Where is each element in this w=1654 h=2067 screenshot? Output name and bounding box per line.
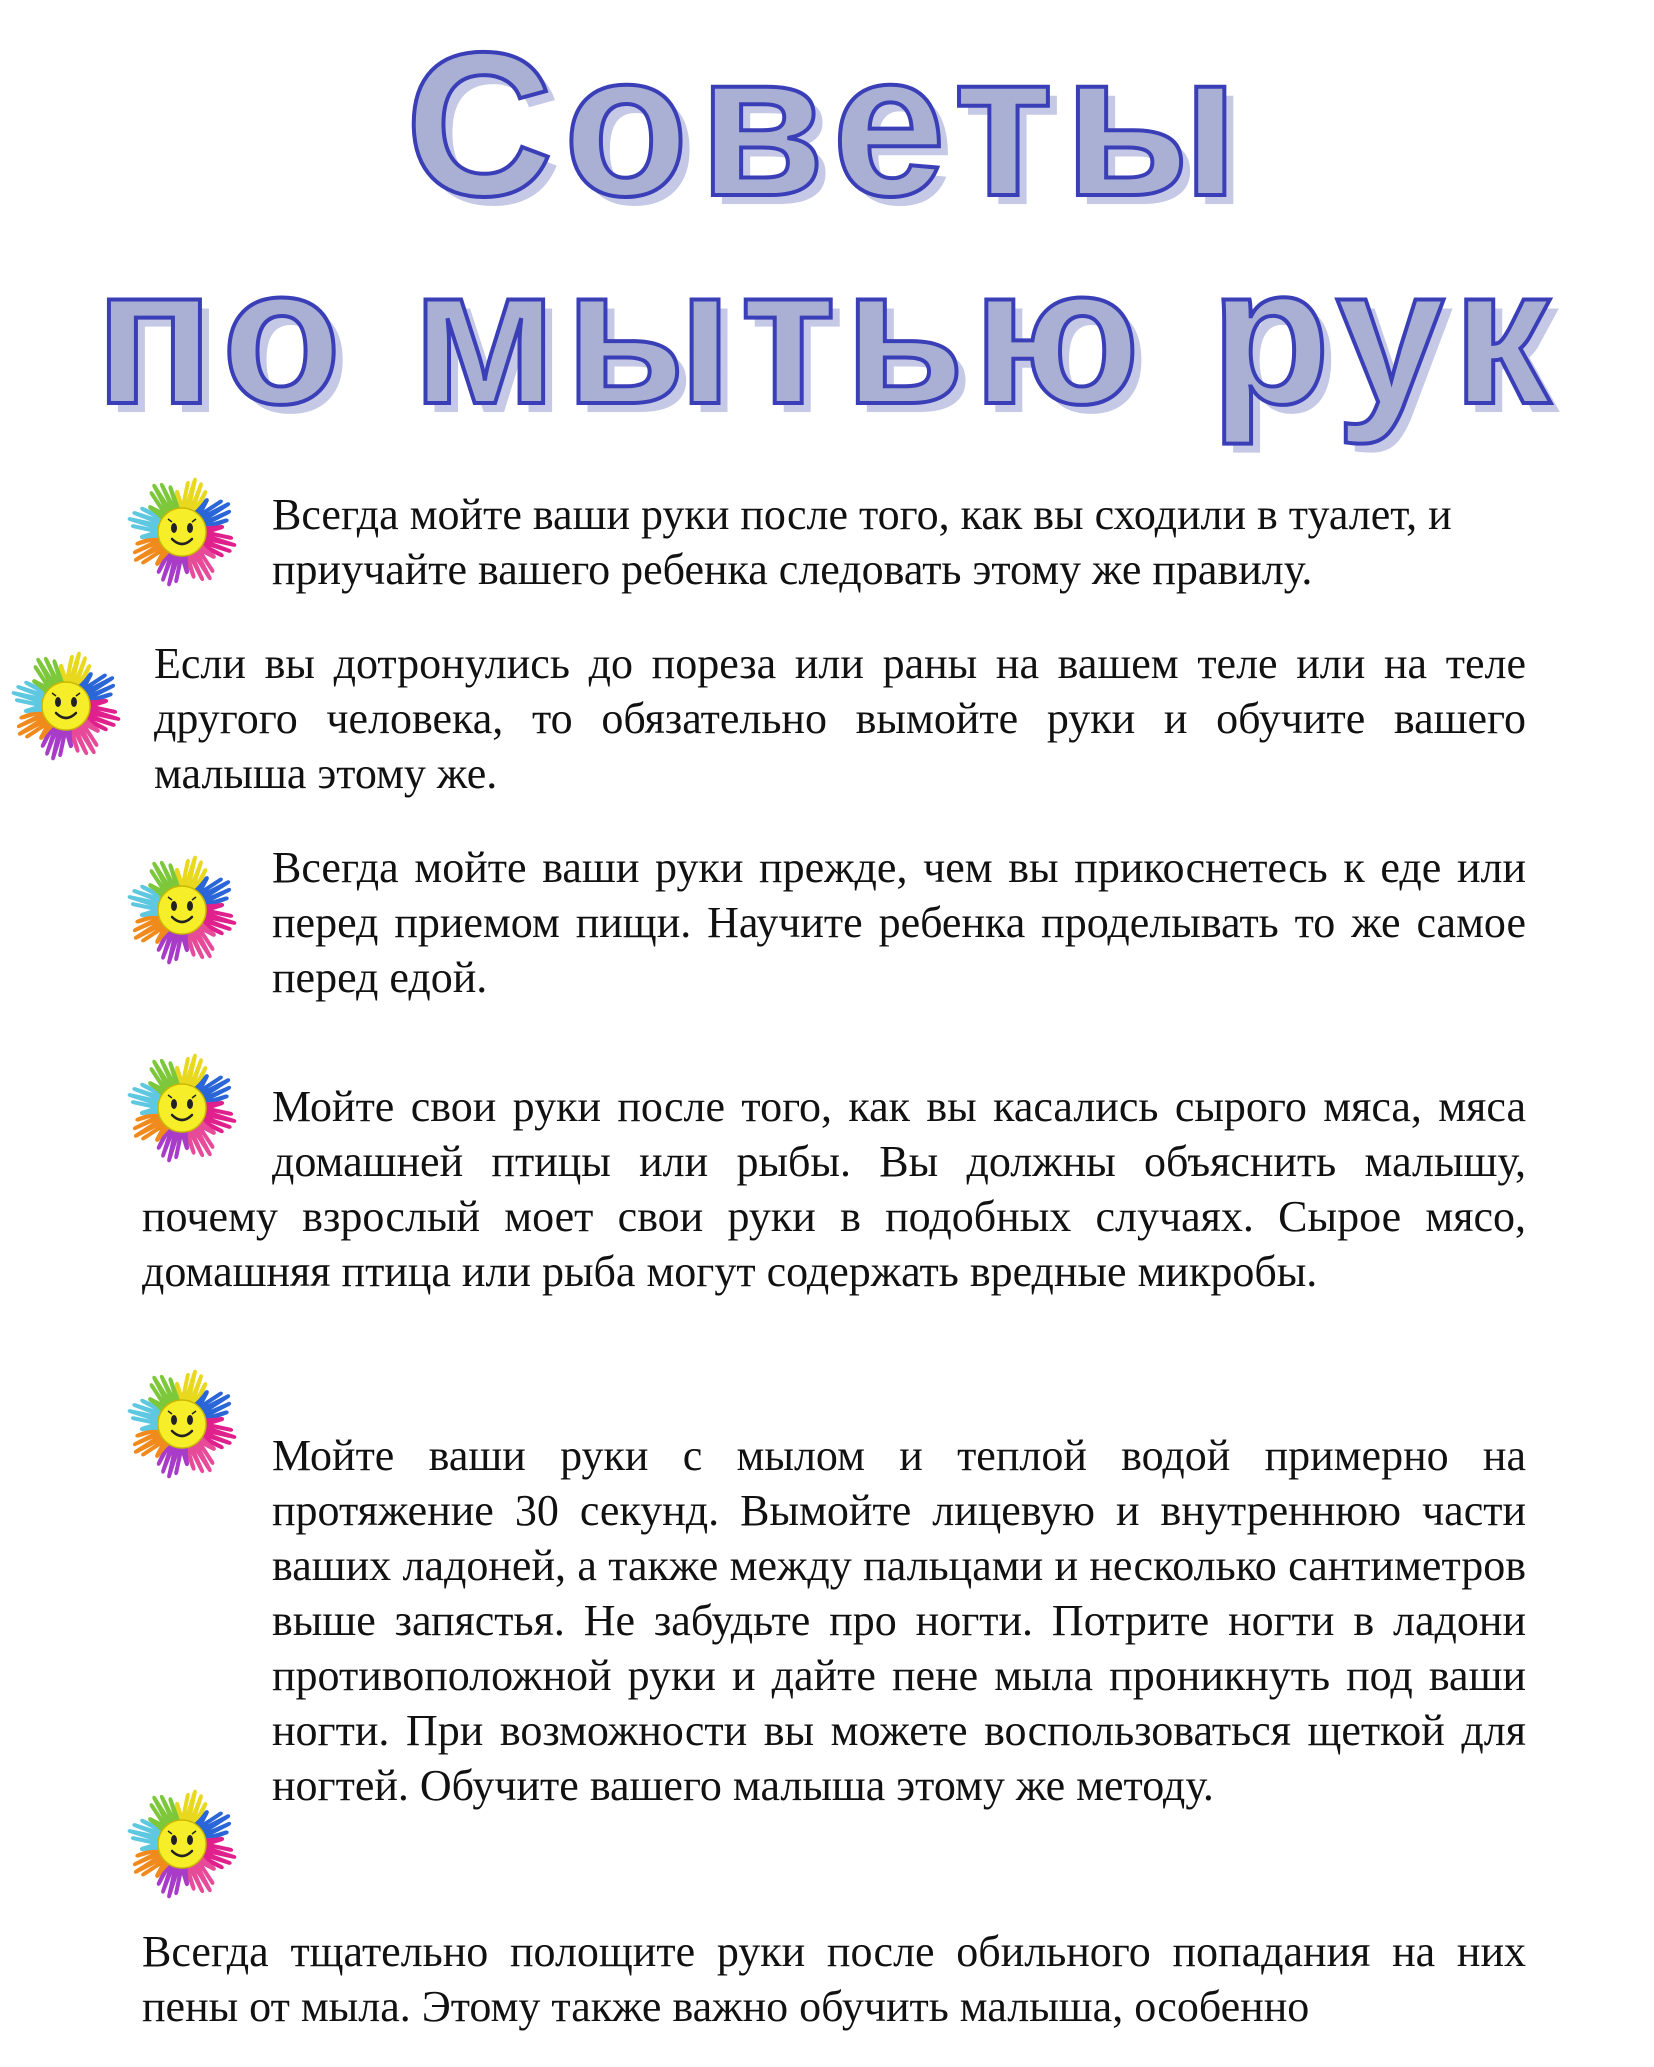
page-title-line-2: по мытью рук xyxy=(95,226,1559,445)
page-title-line-1: Советы xyxy=(405,10,1249,239)
tip-1-text: Всегда мойте ваши руки после того, как вы сходили в туалет, и приучайте вашего ребенка следовать этому же правилу. xyxy=(272,490,1452,594)
hands-flower-smiley-icon xyxy=(0,640,132,772)
tip-3-text: Всегда мойте ваши руки прежде, чем вы прикоснетесь к еде или перед приемом пищи. Научите ребенка проделывать то же самое перед едой. xyxy=(272,843,1526,1002)
hands-flower-smiley-icon xyxy=(116,466,248,598)
tip-2-text: Если вы дотронулись до пореза или раны на вашем теле или на теле другого человека, то обязательно вымойте руки и обучите вашего малыша этому же. xyxy=(154,639,1526,798)
hands-flower-smiley-icon xyxy=(116,844,248,976)
tip-5-text: Мойте ваши руки с мылом и теплой водой примерно на протяжение 30 секунд. Вымойте лицевую и внутреннюю части ваших ладоней, а также между пальцами и несколько сантиметров выше запястья. Не забудьте про ногти. Потрите ногти в ладони противоположной руки и дайте пене мыла проникнуть под ваши ногти. При возможности вы можете воспользоваться щеткой для ногтей. Обучите вашего малыша этому же методу. xyxy=(272,1431,1526,1810)
tip-4-text: Мойте свои руки после того, как вы касались сырого мяса, мяса домашней птицы или рыбы. Вы должны объяснить малышу, почему взрослый моет свои руки в подобных случаях. Сырое мясо, домашняя птица или рыба могут содержать вредные микробы. xyxy=(142,1082,1526,1296)
tip-6-text: Всегда тщательно полощите руки после обильного попадания на них пены от мыла. Этому также важно обучить малыша, особенно xyxy=(142,1927,1526,2031)
